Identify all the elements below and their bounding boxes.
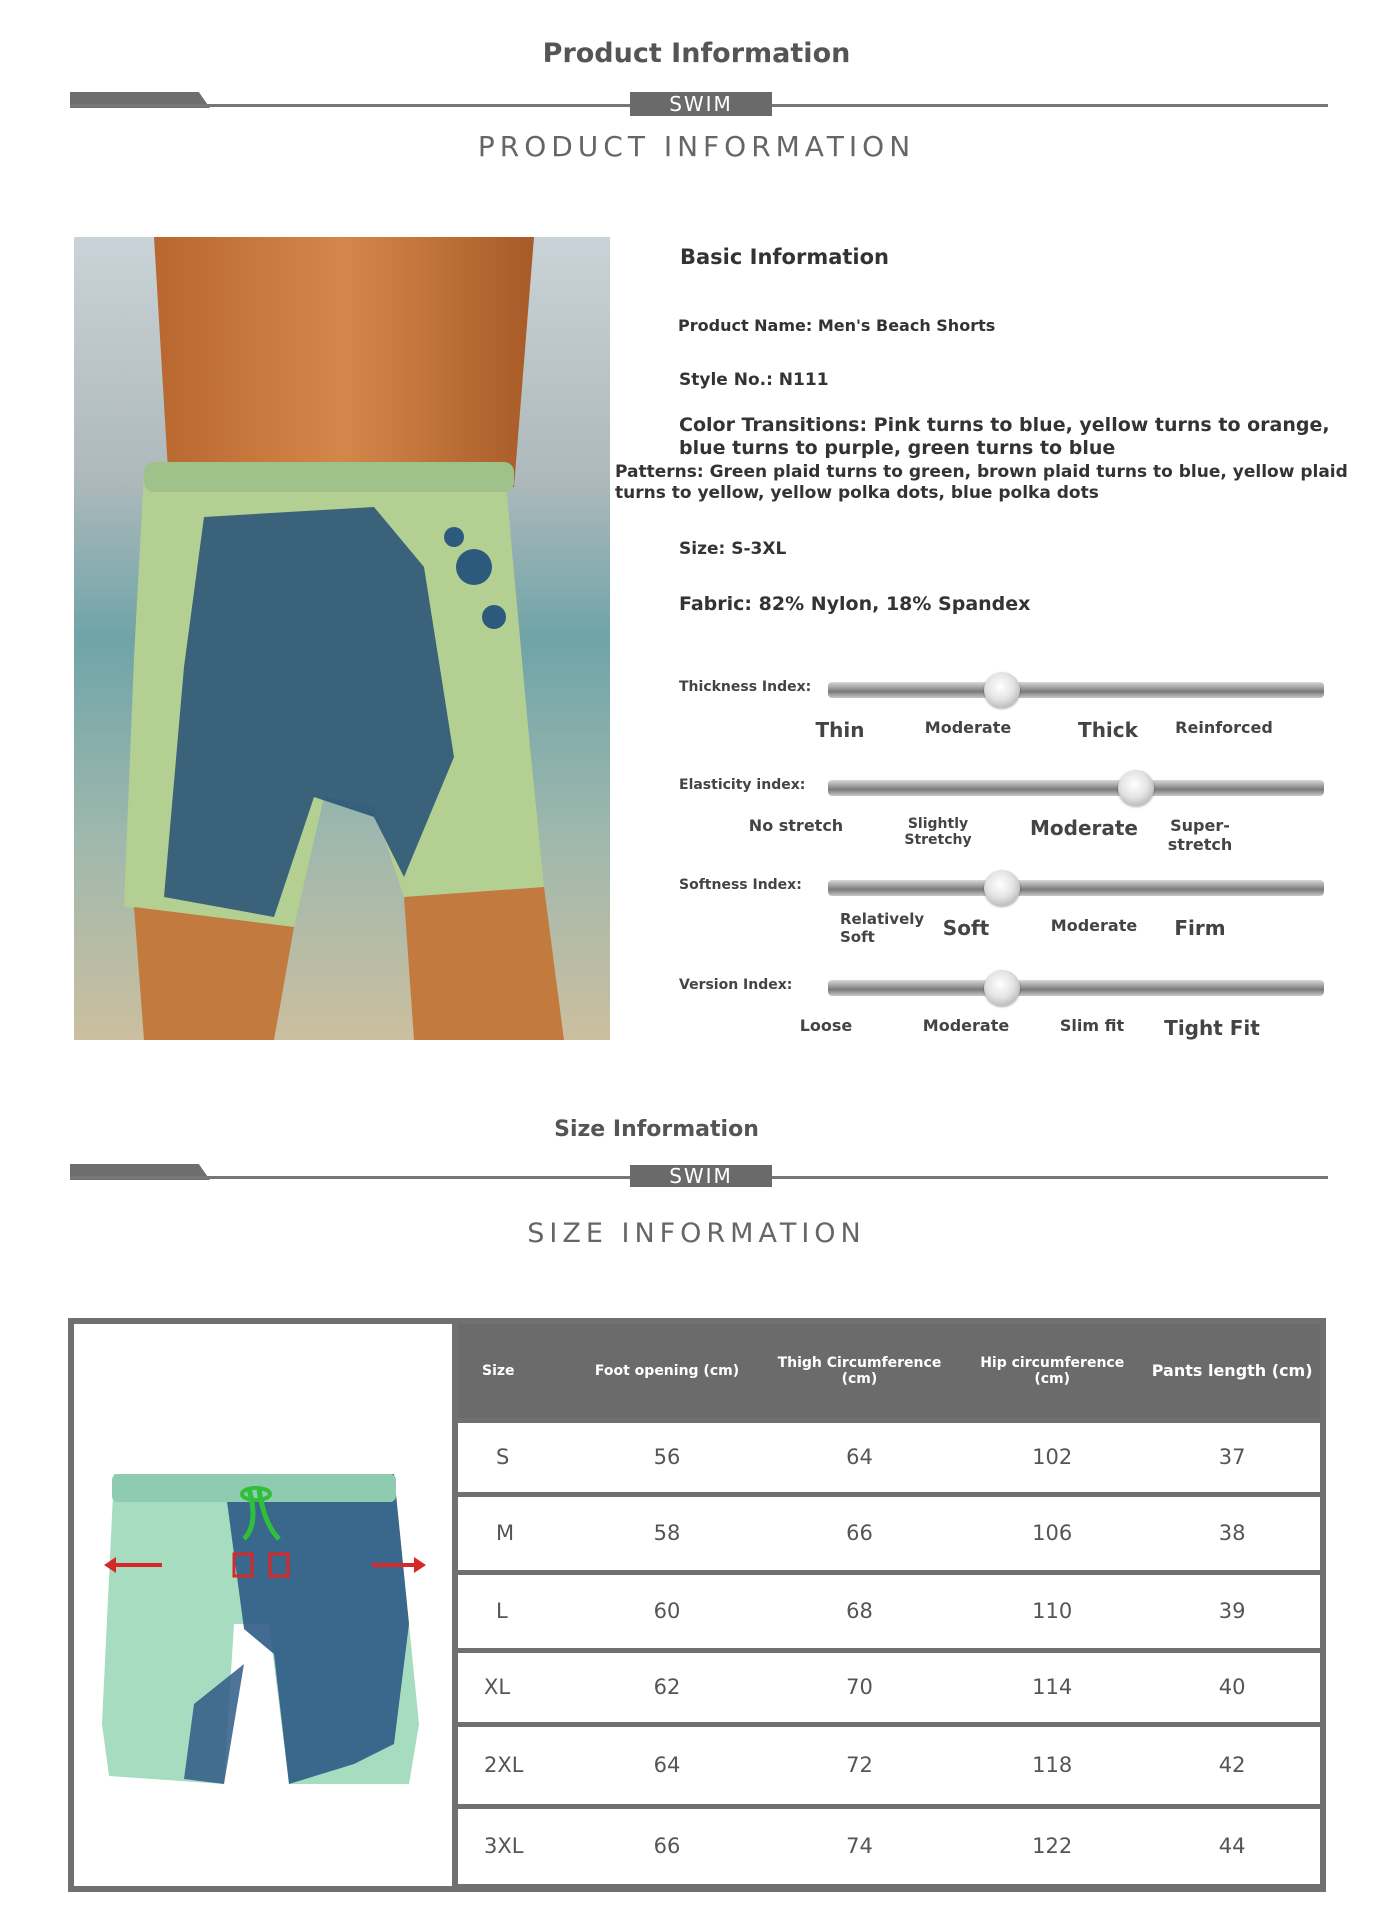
table-cell: 66 — [846, 1521, 873, 1545]
table-cell: 102 — [1032, 1445, 1073, 1469]
table-cell: 118 — [1032, 1753, 1073, 1777]
table-row — [458, 1724, 1320, 1806]
table-cell: 66 — [653, 1834, 681, 1859]
table-cell: 68 — [846, 1599, 873, 1623]
table-cell: 56 — [653, 1445, 681, 1469]
product-photo — [74, 237, 610, 1040]
table-cell: 2XL — [484, 1753, 524, 1777]
index-option: No stretch — [748, 816, 844, 835]
index-option: Moderate — [1050, 916, 1138, 935]
index-option: Reinforced — [1175, 718, 1273, 737]
table-cell: 58 — [653, 1521, 681, 1545]
index-track — [828, 980, 1324, 996]
index-option: Soft — [942, 916, 990, 940]
style-no: Style No.: N111 — [679, 370, 829, 390]
index-option: Moderate — [924, 718, 1012, 737]
index-option: Slightly Stretchy — [904, 816, 972, 848]
size-range: Size: S-3XL — [679, 539, 787, 559]
fabric: Fabric: 82% Nylon, 18% Spandex — [679, 593, 1031, 615]
patterns: Patterns: Green plaid turns to green, brown plaid turns to blue, yellow plaid turns to yellow, yellow polka dots, blue polka dots — [615, 462, 1348, 503]
table-row — [458, 1650, 1320, 1724]
index-option: Tight Fit — [1164, 1016, 1260, 1040]
index-option: Super-stretch — [1167, 816, 1233, 854]
swim-badge: SWIM — [630, 92, 772, 116]
table-cell: 110 — [1032, 1599, 1073, 1623]
index-knob[interactable] — [984, 970, 1020, 1006]
size-section-title: Size Information — [554, 1117, 759, 1142]
size-header-cell: Hip circumference (cm) — [980, 1354, 1125, 1387]
index-option: Loose — [799, 1016, 853, 1035]
index-option: Slim fit — [1059, 1016, 1125, 1035]
size-header-cell: Thigh Circumference (cm) — [777, 1354, 942, 1387]
index-option: Moderate — [1029, 816, 1138, 840]
table-cell: 74 — [846, 1834, 873, 1859]
index-knob[interactable] — [984, 870, 1020, 906]
table-cell: 3XL — [484, 1834, 524, 1859]
size-table-body — [458, 1420, 1320, 1884]
table-cell: M — [496, 1521, 515, 1545]
size-header-cell: Foot opening (cm) — [594, 1362, 740, 1379]
shorts-diagram-panel — [74, 1324, 452, 1886]
table-cell: L — [496, 1599, 508, 1623]
table-cell: 40 — [1218, 1675, 1246, 1699]
table-cell: 60 — [653, 1599, 681, 1623]
size-header-cell: Pants length (cm) — [1151, 1361, 1313, 1381]
index-label: Elasticity index: — [679, 777, 806, 793]
size-table — [458, 1324, 1320, 1884]
table-row — [458, 1420, 1320, 1494]
table-cell: 122 — [1032, 1834, 1073, 1859]
index-label: Softness Index: — [679, 877, 802, 893]
size-table-panel — [458, 1324, 1320, 1886]
index-option: Moderate — [922, 1016, 1010, 1035]
size-swim-badge: SWIM — [630, 1165, 772, 1187]
index-option: Thin — [815, 718, 865, 742]
basic-info-heading: Basic Information — [680, 245, 889, 269]
size-header-cell: Size — [482, 1362, 515, 1379]
index-label: Version Index: — [679, 977, 793, 993]
index-knob[interactable] — [984, 672, 1020, 708]
table-cell: 38 — [1218, 1521, 1246, 1545]
index-knob[interactable] — [1118, 770, 1154, 806]
size-section-subtitle: SIZE INFORMATION — [527, 1218, 866, 1249]
index-track — [828, 682, 1324, 698]
table-row — [458, 1806, 1320, 1884]
table-cell: 62 — [653, 1675, 681, 1699]
table-cell: 44 — [1218, 1834, 1246, 1859]
table-row — [458, 1572, 1320, 1650]
table-cell: 114 — [1032, 1675, 1073, 1699]
shorts-diagram — [74, 1324, 452, 1886]
index-option: Firm — [1174, 916, 1226, 940]
section-title: Product Information — [542, 38, 851, 69]
index-option: Thick — [1078, 718, 1138, 742]
table-cell: 72 — [846, 1753, 873, 1777]
table-cell: S — [496, 1445, 510, 1469]
table-cell: 37 — [1218, 1445, 1246, 1469]
table-cell: 39 — [1218, 1599, 1246, 1623]
table-cell: 70 — [846, 1675, 873, 1699]
index-track — [828, 780, 1324, 796]
index-option: Relatively Soft — [840, 910, 925, 946]
section-subtitle: PRODUCT INFORMATION — [477, 130, 916, 163]
index-track — [828, 880, 1324, 896]
table-cell: XL — [484, 1675, 511, 1699]
color-transitions: Color Transitions: Pink turns to blue, yellow turns to orange, blue turns to purple, green turns to blue — [679, 414, 1330, 459]
product-name: Product Name: Men's Beach Shorts — [678, 316, 996, 335]
table-cell: 42 — [1218, 1753, 1246, 1777]
table-cell: 106 — [1032, 1521, 1073, 1545]
size-header-row — [458, 1324, 1320, 1420]
index-label: Thickness Index: — [679, 679, 812, 695]
table-cell: 64 — [846, 1445, 873, 1469]
table-cell: 64 — [653, 1753, 681, 1777]
table-row — [458, 1494, 1320, 1572]
